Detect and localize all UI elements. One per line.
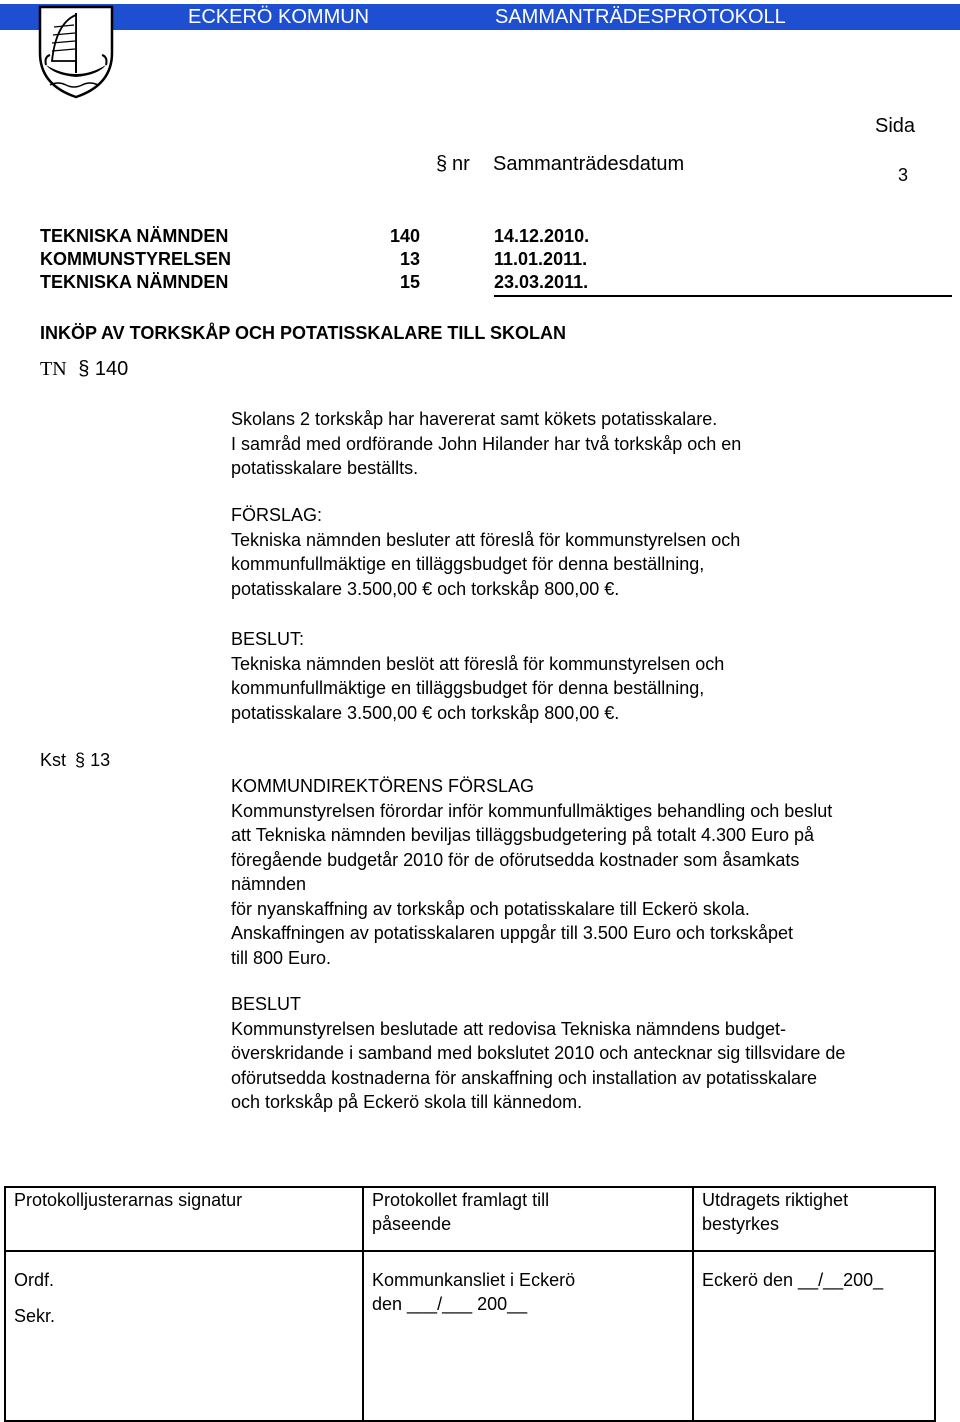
column-nr: nr	[452, 153, 470, 175]
sig-body-cell	[693, 1251, 935, 1421]
beslut-ks-line: Kommunstyrelsen beslutade att redovisa Tekniska nämndens budget-	[231, 1018, 786, 1039]
meeting-nr: 140	[390, 226, 421, 246]
sig-body-cell	[5, 1251, 363, 1421]
kd-forslag-line: till 800 Euro.	[231, 947, 332, 968]
meeting-body: TEKNISKA NÄMNDEN	[40, 272, 229, 292]
meeting-date: 14.12.2010.	[494, 226, 590, 246]
beslut-ks-heading: BESLUT	[231, 994, 302, 1014]
beslut-ks-line: och torkskåp på Eckerö skola till kännedom.	[231, 1092, 583, 1112]
meeting-nr: 13	[400, 249, 421, 269]
header-org: ECKERÖ KOMMUN	[188, 6, 370, 28]
signature-table	[4, 1186, 936, 1422]
kd-forslag-heading: KOMMUNDIREKTÖRENS FÖRSLAG	[231, 776, 535, 796]
kd-forslag-line: Anskaffningen av potatisskalaren uppgår till 3.500 Euro och torkskåpet	[231, 923, 794, 943]
forslag-line: Tekniska nämnden besluter att föreslå för kommunstyrelsen och	[231, 529, 741, 550]
section-symbol: §	[78, 358, 90, 380]
column-date: Sammanträdesdatum	[493, 153, 685, 175]
sig-col2-head1: Protokollet framlagt till	[372, 1190, 550, 1210]
forslag-line: kommunfullmäktige en tilläggsbudget för denna beställning,	[231, 554, 705, 574]
sig-col3-head1: Utdragets riktighet	[702, 1190, 849, 1210]
meeting-body: TEKNISKA NÄMNDEN	[40, 226, 229, 246]
sig-ordf: Ordf.	[14, 1270, 55, 1290]
beslut-ks-line: oförutsedda kostnaderna för anskaffning och installation av potatisskalare	[231, 1067, 818, 1088]
kd-forslag-line: nämnden	[231, 874, 307, 894]
meeting-body: KOMMUNSTYRELSEN	[40, 249, 232, 269]
viking-ship-coat-of-arms-icon	[36, 3, 116, 99]
tn-reference	[40, 358, 128, 381]
page-number: 3	[898, 165, 909, 185]
kd-forslag-line: föregående budgetår 2010 för de oförutsedda kostnader som åsamkats	[231, 849, 800, 870]
kst-nr: 13	[90, 750, 111, 770]
intro-line: I samråd med ordförande John Hilander har två torkskåp och en	[231, 433, 742, 454]
sig-body-cell	[363, 1251, 693, 1421]
sig-col3-head2: bestyrkes	[702, 1214, 780, 1234]
beslut-tn-line: Tekniska nämnden beslöt att föreslå för kommunstyrelsen och	[231, 653, 725, 674]
forslag-line: potatisskalare 3.500,00 € och torkskåp 800,00 €.	[231, 578, 620, 599]
kd-forslag-line: att Tekniska nämnden beviljas tilläggsbudgetering på totalt 4.300 Euro på	[231, 825, 815, 845]
tn-prefix: TN	[40, 358, 67, 380]
tn-nr: 140	[94, 358, 129, 380]
sig-den: den ___/___ 200__	[372, 1294, 528, 1314]
meeting-date: 23.03.2011.	[494, 272, 589, 292]
sig-header-cell	[693, 1187, 935, 1251]
forslag-section	[231, 503, 740, 601]
sig-eckero-den: Eckerö den __/__200_	[702, 1270, 884, 1290]
forslag-heading: FÖRSLAG:	[231, 505, 323, 525]
meeting-date: 11.01.2011.	[494, 249, 588, 269]
sig-kansliet: Kommunkansliet i Eckerö	[372, 1270, 576, 1290]
intro-line: Skolans 2 torkskåp har havererat samt kökets potatisskalare.	[231, 409, 718, 429]
sig-col2-head2: påseende	[372, 1214, 452, 1234]
beslut-tn-line: kommunfullmäktige en tilläggsbudget för denna beställning,	[231, 678, 705, 698]
beslut-ks-line: överskridande i samband med bokslutet 2010 och antecknar sig tillsvidare de	[231, 1043, 846, 1063]
kst-reference	[40, 750, 110, 771]
beslut-tn-section	[231, 627, 724, 725]
sig-sekr: Sekr.	[14, 1306, 56, 1326]
sig-header-cell	[363, 1187, 693, 1251]
meeting-divider	[494, 295, 952, 297]
sig-header-cell	[5, 1187, 363, 1251]
document-title: INKÖP AV TORKSKÅP OCH POTATISSKALARE TILL SKOLAN	[40, 323, 567, 343]
intro-paragraph	[231, 407, 741, 481]
kst-prefix: Kst	[40, 750, 67, 770]
sig-col1-head: Protokolljusterarnas signatur	[14, 1190, 243, 1210]
kd-forslag-line: för nyanskaffning av torkskåp och potatisskalare till Eckerö skola.	[231, 898, 750, 919]
beslut-ks-section	[231, 992, 845, 1115]
header-doc-type: SAMMANTRÄDESPROTOKOLL	[495, 6, 786, 28]
beslut-tn-line: potatisskalare 3.500,00 € och torkskåp 800,00 €.	[231, 702, 620, 723]
kd-forslag-section	[231, 774, 832, 970]
section-symbol: §	[436, 153, 448, 175]
page-label: Sida	[875, 115, 916, 137]
beslut-tn-heading: BESLUT:	[231, 629, 305, 649]
header-bar	[0, 4, 960, 30]
intro-line: potatisskalare beställts.	[231, 458, 419, 478]
meeting-nr: 15	[400, 272, 421, 292]
section-symbol: §	[75, 750, 86, 770]
kd-forslag-line: Kommunstyrelsen förordar inför kommunfullmäktiges behandling och beslut	[231, 800, 833, 821]
